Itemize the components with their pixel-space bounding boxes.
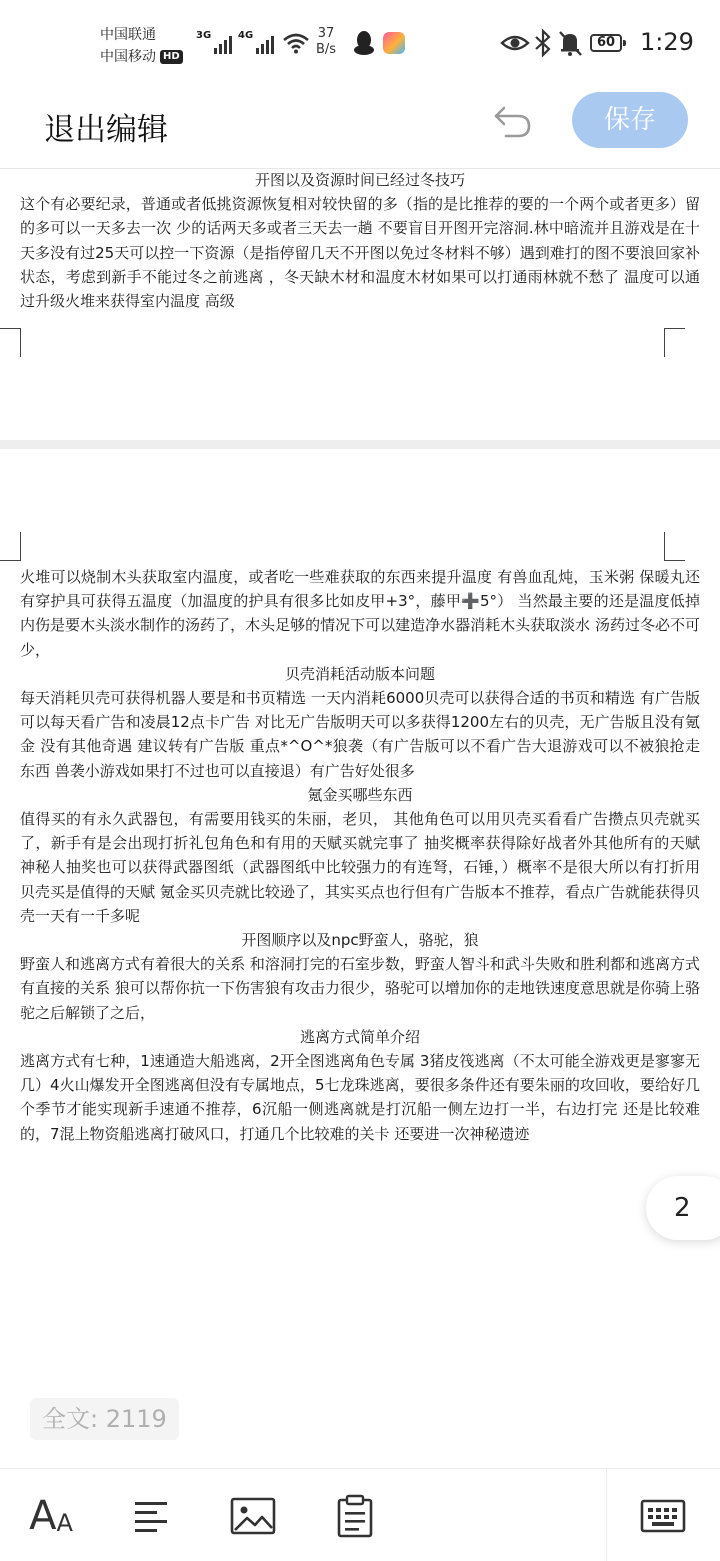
- page-corner-mark: [0, 532, 21, 561]
- bottom-toolbar: [0, 1468, 720, 1561]
- bluetooth-icon: [532, 28, 554, 58]
- carrier-info: [100, 24, 183, 68]
- paragraph: 每天消耗贝壳可获得机器人要是和书页精选 一天内消耗6000贝壳可以获得合适的书页和精选 有广告版可以每天看广告和凌晨12点卡广告 对比无广告版明天可以多获得1200左右的贝壳，无广告版且没有氪金 没有其他奇遇 建议转有广告版 重点*^O^*狼袭（有广告版可以不看广告大退游戏可以不被狼抢走东西 兽袭小游戏如果打不过也可以直接退）有广告好处很多: [20, 689, 700, 780]
- section-heading: 贝壳消耗活动版本问题: [284, 664, 435, 683]
- save-button[interactable]: 保存: [572, 92, 688, 148]
- paragraph: 逃离方式有七种，1速通造大船逃离，2开全图逃离角色专属 3猪皮筏逃离（不太可能全游戏更是寥寥无几）4火山爆发开全图逃离但没有专属地点，5七龙珠逃离，要很多条件还有要朱丽的攻回收，要给好几个季节才能实现新手速通不推荐，6沉船一侧逃离就是打沉船一侧左边打一半，右边打完 还是比较难的，7混上物资船逃离打破风口，打通几个比较难的关卡 还要进一次神秘遗迹: [20, 1052, 700, 1143]
- paragraph: 火堆可以烧制木头获取室内温度，或者吃一些难获取的东西来提升温度 有兽血乱炖，玉米粥 保暖丸还有穿护具可获得五温度（加温度的护具有很多比如皮甲+3°，藤甲➕5°） 当然最主要的还是温度低掉内伤是要木头淡水制作的汤药了，木头足够的情况下可以建造净水器消耗木头获取淡水 汤药过冬必不可少，: [20, 568, 700, 659]
- carrier-2: 中国移动: [100, 49, 156, 65]
- mute-bell-icon: [556, 28, 584, 58]
- page-indicator[interactable]: 2: [646, 1176, 720, 1240]
- keyboard-icon[interactable]: [638, 1491, 688, 1541]
- section-heading: 开图以及资源时间已经过冬技巧: [254, 171, 465, 189]
- signal-3g-label: 3G: [196, 30, 212, 41]
- signal-4g-label: 4G: [238, 30, 254, 41]
- section-heading: 逃离方式简单介绍: [299, 1027, 420, 1046]
- eye-icon: [500, 28, 530, 58]
- app-notification-icon: [383, 32, 405, 54]
- signal-3g-icon: [196, 30, 232, 54]
- section-heading: 开图顺序以及npc野蛮人，骆驼，狼: [241, 931, 479, 950]
- clipboard-icon[interactable]: [330, 1491, 380, 1541]
- page-corner-mark: [664, 328, 685, 357]
- font-size-label-small: A: [56, 1509, 73, 1537]
- page-divider: [0, 440, 720, 449]
- qq-penguin-icon: [352, 30, 376, 56]
- toolbar-separator: [606, 1469, 607, 1561]
- status-bar: [0, 0, 720, 88]
- network-speed-unit: B/s: [316, 42, 337, 57]
- app-bar: [0, 88, 720, 169]
- font-size-label-big: A: [29, 1493, 57, 1539]
- align-icon[interactable]: [126, 1491, 176, 1541]
- document-page-2[interactable]: [0, 565, 720, 1146]
- image-icon[interactable]: [228, 1491, 278, 1541]
- carrier-1: 中国联通: [100, 27, 156, 43]
- signal-4g-icon: [238, 30, 274, 54]
- exit-edit-button[interactable]: 退出编辑: [44, 112, 168, 148]
- document-page-1[interactable]: [0, 168, 720, 440]
- page-corner-mark: [0, 328, 21, 357]
- paragraph: 这个有必要纪录，普通或者低挑资源恢复相对较快留的多（指的是比推荐的要的一个两个或者更多）留的多可以一天多去一次 少的话两天多或者三天去一趟 不要盲目开图开完溶洞.林中暗流并且游戏是在十天多没有过25天可以控一下资源（是指停留几天不开图以免过冬材料不够）遇到难打的图不要浪回家补状态，考虑到新手不能过冬之前逃离 ，冬天缺木材和温度木材如果可以打通雨林就不愁了 温度可以通过升级火堆来获得室内温度 高级: [20, 195, 700, 311]
- network-speed: [316, 26, 336, 58]
- page-corner-mark: [664, 532, 685, 561]
- font-size-icon[interactable]: [26, 1491, 76, 1541]
- hd-badge: HD: [160, 50, 183, 64]
- word-count: 全文: 2119: [30, 1398, 179, 1440]
- wifi-icon: [282, 32, 310, 54]
- clock: 1:29: [640, 28, 694, 56]
- paragraph: 野蛮人和逃离方式有着很大的关系 和溶洞打完的石室步数，野蛮人智斗和武斗失败和胜利都和逃离方式有直接的关系 狼可以帮你抗一下伤害狼有攻击力很少，骆驼可以增加你的走地铁速度意思就是你骑上骆驼之后解锁了之后，: [20, 955, 700, 1022]
- paragraph: 值得买的有永久武器包，有需要用钱买的朱丽，老贝， 其他角色可以用贝壳买看看广告攒点贝壳就买了，新手有是会出现打折礼包角色和有用的天赋买就完事了 抽奖概率获得除好战者外其他所有的天赋 神秘人抽奖也可以获得武器图纸（武器图纸中比较强力的有连弩，石锤，）概率不是很大所以有打折用贝壳买是值得的天赋 氪金买贝壳就比较逊了，其实买点也行但有广告版本不推荐，看点广告就能获得贝壳一天有一千多呢: [20, 810, 700, 925]
- network-speed-value: 37: [317, 26, 335, 41]
- battery-icon: 60: [590, 34, 622, 52]
- undo-icon[interactable]: [490, 96, 536, 142]
- section-heading: 氪金买哪些东西: [307, 785, 413, 804]
